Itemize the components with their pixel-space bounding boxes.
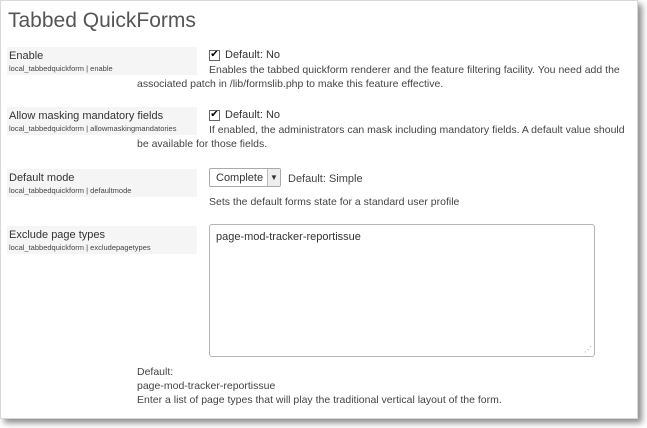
page-title: Tabbed QuickForms <box>8 9 196 32</box>
exclude-textarea-value: page-mod-tracker-reportissue <box>216 231 361 243</box>
exclude-default-label: Default: <box>137 366 174 378</box>
chevron-down-icon[interactable]: ▼ <box>267 169 280 186</box>
exclude-label: Exclude page types <box>9 229 106 241</box>
default-mode-select[interactable] <box>209 168 281 187</box>
enable-default: Default: No <box>225 49 281 61</box>
enable-label: Enable <box>9 50 44 62</box>
masking-key: local_tabbedquickform | allowmaskingmandatories <box>9 124 177 133</box>
enable-key: local_tabbedquickform | enable <box>9 64 113 73</box>
mode-default: Default: Simple <box>288 173 363 185</box>
exclude-key: local_tabbedquickform | excludepagetypes <box>9 243 151 252</box>
mode-label: Default mode <box>9 172 75 184</box>
masking-default: Default: No <box>225 109 281 121</box>
masking-checkbox[interactable] <box>209 110 220 121</box>
checkmark-icon: ✔ <box>210 109 219 120</box>
enable-label-box <box>7 47 197 75</box>
masking-label-box <box>7 107 197 135</box>
mode-desc: Sets the default forms state for a standard user profile <box>209 196 460 208</box>
masking-desc-line2: be available for those fields. <box>137 138 268 150</box>
enable-checkbox[interactable] <box>209 50 220 61</box>
masking-checkbox-row <box>209 109 280 121</box>
enable-desc-line2: associated patch in /lib/formslib.php to make this feature effective. <box>137 78 444 90</box>
checkmark-icon: ✔ <box>210 49 219 60</box>
masking-label: Allow masking mandatory fields <box>9 110 164 122</box>
exclude-default-value: page-mod-tracker-reportissue <box>137 380 276 392</box>
default-mode-value: Complete <box>216 171 264 184</box>
enable-checkbox-row <box>209 49 280 61</box>
mode-label-box <box>7 169 197 197</box>
exclude-label-box <box>7 226 197 254</box>
resize-grip-icon[interactable]: ⋰ <box>584 345 592 354</box>
enable-desc-line1: Enables the tabbed quickform renderer and the feature filtering facility. You need add the <box>209 64 620 76</box>
exclude-page-types-textarea[interactable] <box>209 224 595 357</box>
exclude-desc: Enter a list of page types that will play the traditional vertical layout of the form. <box>137 394 502 406</box>
mode-key: local_tabbedquickform | defaultmode <box>9 186 132 195</box>
masking-desc-line1: If enabled, the administrators can mask including mandatory fields. A default value should <box>209 124 625 136</box>
